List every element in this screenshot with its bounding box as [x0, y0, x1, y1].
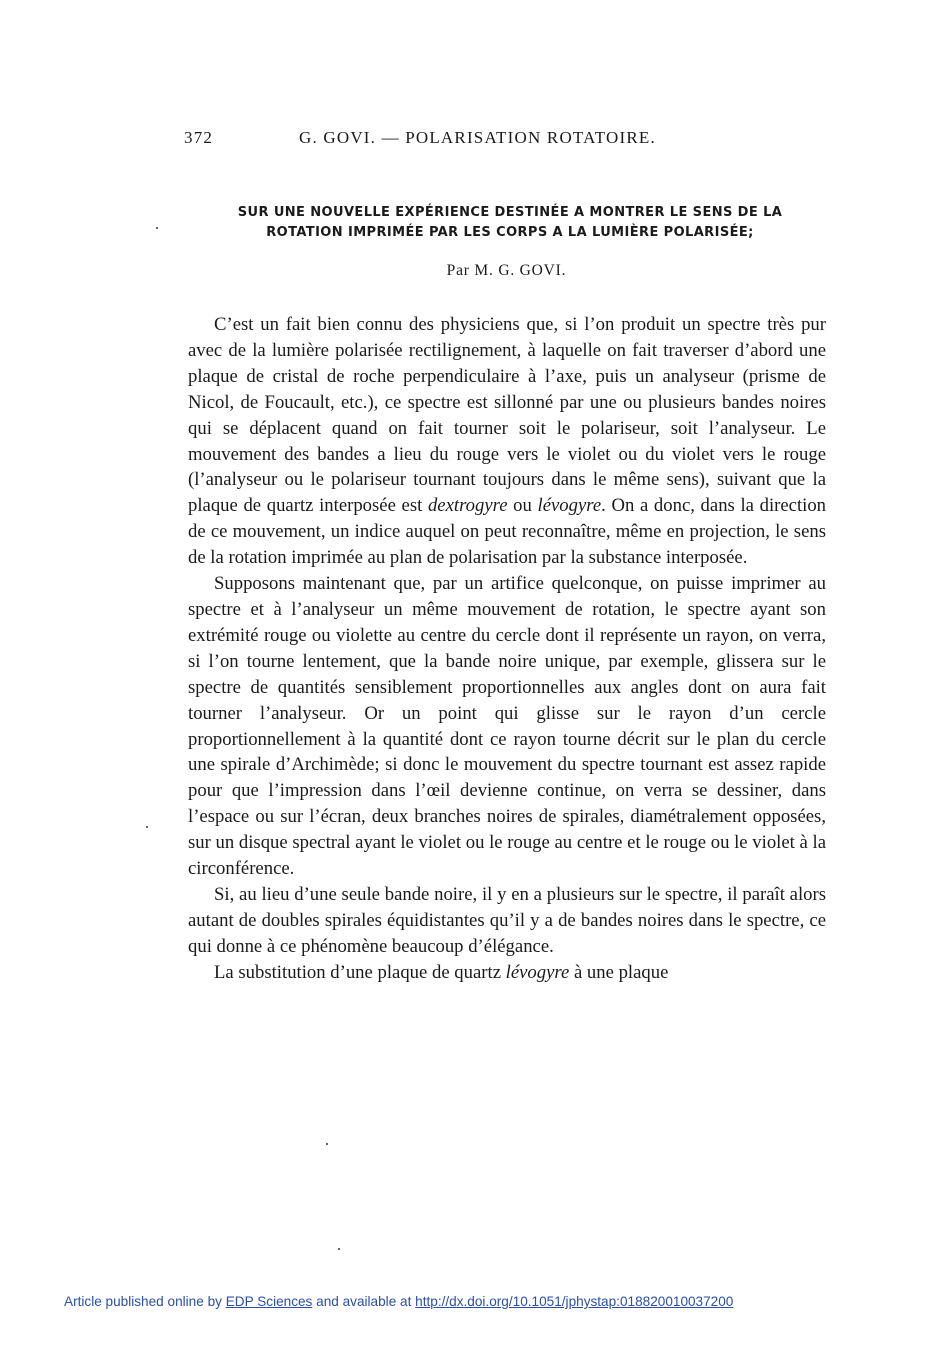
paragraph-3: Si, au lieu d’une seule bande noire, il y en a plusieurs sur le spectre, il paraît alors autant de doubles spirales équidistantes qu’il y a de bandes noires dans le spectre, ce qui donne à ce phénomène beaucoup d’élégance.: [188, 883, 826, 957]
paragraph-1-text-b: ou: [513, 495, 532, 517]
edp-sciences-link[interactable]: EDP Sciences: [225, 1294, 313, 1309]
page-header: [184, 128, 829, 156]
scan-speck: [156, 227, 158, 229]
article-title-line-1: SUR UNE NOUVELLE EXPÉRIENCE DESTINÉE A MONTRER LE SENS DE LA: [237, 205, 783, 220]
paragraph-2: Supposons maintenant que, par un artifice quelconque, on puisse imprimer au spectre et à l’analyseur un même mouvement de rotation, le spectre ayant son extrémité rouge ou violette au centre du cercle dont il représente un rayon, on verra, si l’on tourne lentement, que la bande noire unique, par exemple, glissera sur le spectre de quantités sensiblement proportionnelles aux angles dont on aura fait tourner l’analyseur. Or un point qui glisse sur le rayon d’un cercle proportionnellement à la quantité dont ce rayon tourne décrit sur le plan du cercle une spirale d’Archimède; si donc le mouvement du spectre tournant est assez rapide pour que l’impression dans l’œil devienne continue, on verra se dessiner, dans l’espace ou sur l’écran, deux branches noires de spirales, diamétralement opposées, sur un disque spectral ayant le violet ou le rouge au centre et le rouge ou le violet à la circonférence.: [188, 573, 826, 880]
term-dextrogyre: dextrogyre: [427, 495, 508, 517]
scan-speck: [146, 826, 148, 828]
footer-text-published: Article published online by: [64, 1294, 222, 1309]
doi-link[interactable]: http://dx.doi.org/10.1051/jphystap:018820010037200: [415, 1294, 734, 1309]
article-title-line-2: ROTATION IMPRIMÉE PAR LES CORPS A LA LUMIÈRE POLARISÉE;: [266, 225, 754, 240]
publication-footer: [64, 1294, 733, 1309]
running-head: G. GOVI. — POLARISATION ROTATOIRE.: [299, 128, 656, 147]
scan-speck: [326, 1143, 328, 1145]
scan-speck: [338, 1248, 340, 1250]
term-levogyre: lévogyre: [537, 495, 602, 517]
article-body: [188, 312, 826, 986]
term-levogyre-2: lévogyre: [505, 961, 570, 983]
article-title: [150, 203, 870, 243]
paragraph-1-text-c: . On a donc, dans la direction de ce mouvement, un indice auquel on peut reconnaître, même en projection, le sens de la rotation imprimée au plan de polarisation par la substance interposée.: [188, 495, 827, 569]
paragraph-4-text-a: La substitution d’une plaque de quartz: [214, 961, 501, 983]
paragraph-4: [188, 960, 826, 986]
paragraph-4-text-b: à une plaque: [573, 961, 669, 983]
paragraph-1-text-a: C’est un fait bien connu des physiciens que, si l’on produit un spectre très pur avec de la lumière polarisée rectilignement, à laquelle on fait traverser d’abord une plaque de cristal de roche perpendiculaire à l’axe, puis un analyseur (prisme de Nicol, de Foucault, etc.), ce spectre est sillonné par une ou plusieurs bandes noires qui se déplacent quand on fait tourner soit le polariseur, soit l’analyseur. Le mouvement des bandes a lieu du rouge vers le violet ou du violet vers le rouge (l’analyseur ou le polariseur tournant toujours dans le même sens), suivant que la plaque de quartz interposée est: [188, 314, 826, 517]
paragraph-1: [188, 312, 826, 571]
page-number: 372: [184, 128, 214, 147]
article-author: Par M. G. GOVI.: [446, 262, 567, 279]
footer-text-available: and available at: [316, 1294, 412, 1309]
